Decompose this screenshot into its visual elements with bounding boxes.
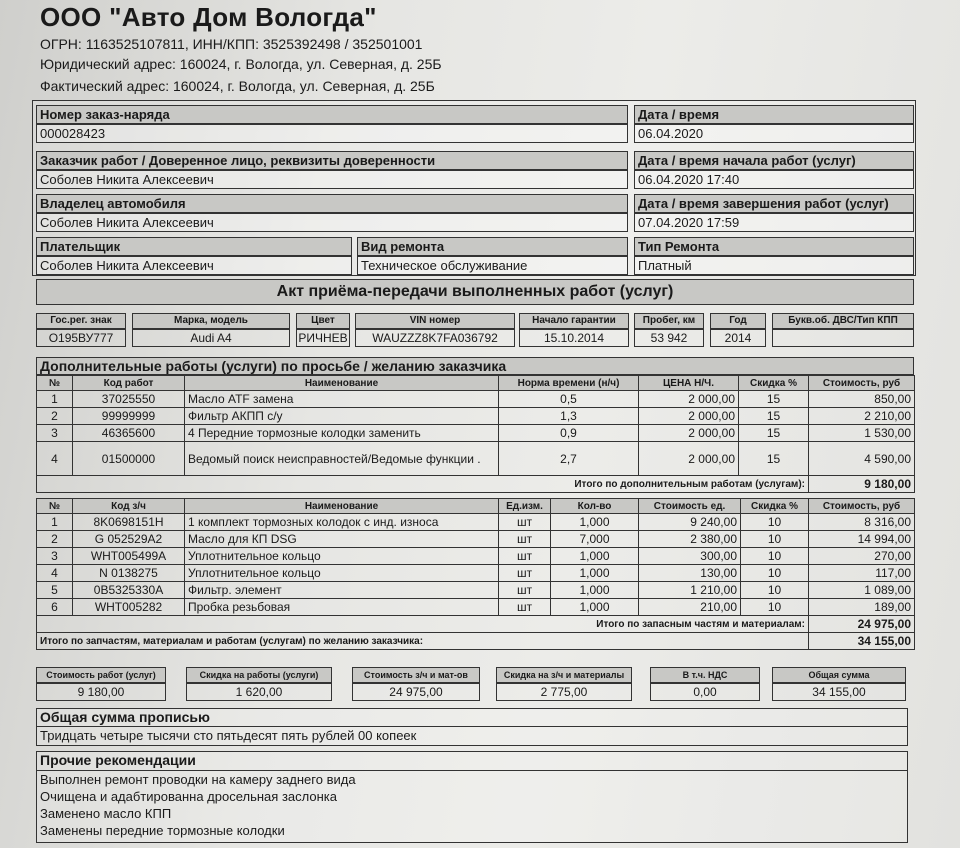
works-cell: 4 590,00 [809, 442, 915, 476]
parts-col-name: Наименование [185, 499, 499, 514]
parts-cell: 10 [741, 599, 809, 616]
summary-vat-label: В т.ч. НДС [650, 667, 760, 683]
works-col-discount: Скидка % [739, 376, 809, 391]
car-engine-value [772, 329, 914, 347]
parts-cell: 117,00 [809, 565, 915, 582]
parts-cell: 189,00 [809, 599, 915, 616]
company-legal-address: Юридический адрес: 160024, г. Вологда, ул. Северная, д. 25Б [40, 56, 442, 72]
parts-cell: 5 [37, 582, 73, 599]
table-row [37, 531, 915, 548]
parts-cell: 10 [741, 514, 809, 531]
parts-cell: 0B5325330A [73, 582, 185, 599]
car-vin-value: WAUZZZ8K7FA036792 [355, 329, 515, 347]
company-ogrn: ОГРН: 1163525107811, ИНН/КПП: 3525392498 / 352501001 [40, 36, 423, 52]
works-cell: 15 [739, 408, 809, 425]
order-number-label: Номер заказ-наряда [36, 105, 628, 124]
table-row [37, 442, 915, 476]
summary-vat-value: 0,00 [650, 683, 760, 701]
parts-cell: WHT005282 [73, 599, 185, 616]
parts-cell: 1 210,00 [639, 582, 741, 599]
payer-value: Соболев Никита Алексеевич [36, 256, 352, 275]
summary-total-label: Общая сумма [772, 667, 906, 683]
works-cell: 46365600 [73, 425, 185, 442]
car-reg-label: Гос.рег. знак [36, 313, 126, 329]
parts-cell: 10 [741, 548, 809, 565]
parts-cell: WHT005499A [73, 548, 185, 565]
works-cell: 1,3 [499, 408, 639, 425]
works-cell: 0,9 [499, 425, 639, 442]
works-col-price: ЦЕНА Н/Ч. [639, 376, 739, 391]
parts-total-label: Итого по запасным частям и материалам: [37, 616, 809, 633]
parts-cell: 1,000 [551, 514, 639, 531]
parts-total-row [37, 616, 915, 633]
parts-cell: 300,00 [639, 548, 741, 565]
summary-parts-discount-label: Скидка на з/ч и материалы [496, 667, 632, 683]
words-label: Общая сумма прописью [40, 709, 210, 725]
works-cell: 4 Передние тормозные колодки заменить [185, 425, 499, 442]
start-date-label: Дата / время начала работ (услуг) [634, 151, 914, 170]
parts-col-code: Код з/ч [73, 499, 185, 514]
parts-cell: 1 комплект тормозных колодок с инд. износа [185, 514, 499, 531]
customer-label: Заказчик работ / Доверенное лицо, реквизиты доверенности [36, 151, 628, 170]
car-engine-label: Букв.об. ДВС/Тип КПП [772, 313, 914, 329]
parts-cell: шт [499, 599, 551, 616]
parts-col-qty: Кол-во [551, 499, 639, 514]
payer-label: Плательщик [36, 237, 352, 256]
works-col-name: Наименование [185, 376, 499, 391]
parts-cell: 1 089,00 [809, 582, 915, 599]
table-row [37, 565, 915, 582]
works-col-num: № [37, 376, 73, 391]
summary-parts-cost-label: Стоимость з/ч и мат-ов [352, 667, 480, 683]
parts-cell: шт [499, 548, 551, 565]
company-actual-address: Фактический адрес: 160024, г. Вологда, ул. Северная, д. 25Б [40, 78, 435, 94]
works-cell: Фильтр АКПП с/у [185, 408, 499, 425]
repair-type-value: Платный [634, 256, 914, 275]
works-cell: Масло ATF замена [185, 391, 499, 408]
works-cell: 2 000,00 [639, 442, 739, 476]
table-row [37, 599, 915, 616]
works-cell: 15 [739, 425, 809, 442]
parts-cell: 4 [37, 565, 73, 582]
parts-cell: 6 [37, 599, 73, 616]
works-cell: 3 [37, 425, 73, 442]
car-warranty-label: Начало гарантии [519, 313, 629, 329]
parts-cell: Фильтр. элемент [185, 582, 499, 599]
parts-cell: 1 [37, 514, 73, 531]
recommendation-line: Заменено масло КПП [40, 806, 172, 821]
recommendation-line: Выполнен ремонт проводки на камеру заднего вида [40, 772, 356, 787]
summary-total-value: 34 155,00 [772, 683, 906, 701]
parts-table [36, 498, 915, 650]
works-cell: 4 [37, 442, 73, 476]
parts-cell: 10 [741, 531, 809, 548]
grand-total-value: 34 155,00 [809, 633, 915, 650]
works-cell: 1 [37, 391, 73, 408]
parts-cell: 14 994,00 [809, 531, 915, 548]
car-vin-label: VIN номер [355, 313, 515, 329]
parts-cell: 8K0698151H [73, 514, 185, 531]
works-header-row [37, 376, 915, 391]
parts-cell: 1,000 [551, 565, 639, 582]
parts-cell: 9 240,00 [639, 514, 741, 531]
table-row [37, 391, 915, 408]
table-row [37, 425, 915, 442]
parts-cell: 2 [37, 531, 73, 548]
works-cell: 2,7 [499, 442, 639, 476]
works-cell: 37025550 [73, 391, 185, 408]
works-table [36, 375, 915, 493]
summary-works-cost-label: Стоимость работ (услуг) [36, 667, 166, 683]
act-title: Акт приёма-передачи выполненных работ (услуг) [36, 279, 914, 305]
works-col-cost: Стоимость, руб [809, 376, 915, 391]
owner-label: Владелец автомобиля [36, 194, 628, 213]
date-value: 06.04.2020 [634, 124, 914, 143]
parts-col-num: № [37, 499, 73, 514]
words-value: Тридцать четыре тысячи сто пятьдесят пять рублей 00 копеек [36, 726, 908, 744]
works-col-code: Код работ [73, 376, 185, 391]
works-cell: 2 000,00 [639, 391, 739, 408]
works-section-title: Дополнительные работы (услуги) по просьбе / желанию заказчика [36, 357, 914, 375]
parts-cell: 130,00 [639, 565, 741, 582]
parts-cell: шт [499, 514, 551, 531]
works-cell: 01500000 [73, 442, 185, 476]
table-row [37, 548, 915, 565]
works-cell: 0,5 [499, 391, 639, 408]
order-number-value: 000028423 [36, 124, 628, 143]
end-date-value: 07.04.2020 17:59 [634, 213, 914, 232]
works-total-value: 9 180,00 [809, 476, 915, 493]
summary-works-cost-value: 9 180,00 [36, 683, 166, 701]
car-warranty-value: 15.10.2014 [519, 329, 629, 347]
car-mileage-value: 53 942 [634, 329, 704, 347]
date-label: Дата / время [634, 105, 914, 124]
parts-cell: Пробка резьбовая [185, 599, 499, 616]
repair-type-label: Тип Ремонта [634, 237, 914, 256]
parts-cell: 1,000 [551, 582, 639, 599]
parts-cell: 1,000 [551, 548, 639, 565]
works-col-norm: Норма времени (н/ч) [499, 376, 639, 391]
parts-cell: Уплотнительное кольцо [185, 548, 499, 565]
parts-cell: G 052529A2 [73, 531, 185, 548]
parts-col-cost: Стоимость, руб [809, 499, 915, 514]
parts-cell: 1,000 [551, 599, 639, 616]
parts-cell: 10 [741, 565, 809, 582]
parts-cell: 270,00 [809, 548, 915, 565]
summary-works-discount-value: 1 620,00 [186, 683, 332, 701]
works-cell: 850,00 [809, 391, 915, 408]
works-total-row [37, 476, 915, 493]
works-cell: 2 000,00 [639, 425, 739, 442]
parts-cell: шт [499, 531, 551, 548]
parts-cell: Масло для КП DSG [185, 531, 499, 548]
parts-cell: 8 316,00 [809, 514, 915, 531]
car-model-label: Марка, модель [132, 313, 290, 329]
repair-kind-value: Техническое обслуживание [357, 256, 628, 275]
parts-cell: Уплотнительное кольцо [185, 565, 499, 582]
parts-total-value: 24 975,00 [809, 616, 915, 633]
owner-value: Соболев Никита Алексеевич [36, 213, 628, 232]
repair-kind-label: Вид ремонта [357, 237, 628, 256]
parts-cell: 2 380,00 [639, 531, 741, 548]
parts-cell: шт [499, 582, 551, 599]
recommendation-line: Заменены передние тормозные колодки [40, 823, 285, 838]
car-model-value: Audi A4 [132, 329, 290, 347]
summary-parts-discount-value: 2 775,00 [496, 683, 632, 701]
works-cell: 15 [739, 442, 809, 476]
works-cell: Ведомый поиск неисправностей/Ведомые функции . [185, 442, 499, 476]
car-year-value: 2014 [710, 329, 766, 347]
parts-cell: 210,00 [639, 599, 741, 616]
table-row [37, 514, 915, 531]
company-name: ООО "Авто Дом Вологда" [40, 2, 377, 32]
parts-cell: 10 [741, 582, 809, 599]
recommendation-line: Очищена и адабтированна дросельная заслонка [40, 789, 337, 804]
parts-cell: 7,000 [551, 531, 639, 548]
parts-cell: N 0138275 [73, 565, 185, 582]
car-year-label: Год [710, 313, 766, 329]
works-cell: 15 [739, 391, 809, 408]
table-row [37, 582, 915, 599]
parts-cell: шт [499, 565, 551, 582]
parts-col-unit: Ед.изм. [499, 499, 551, 514]
parts-col-discount: Скидка % [741, 499, 809, 514]
works-cell: 1 530,00 [809, 425, 915, 442]
works-cell: 2 [37, 408, 73, 425]
car-color-value: РИЧНЕВ [296, 329, 350, 347]
summary-parts-cost-value: 24 975,00 [352, 683, 480, 701]
works-cell: 99999999 [73, 408, 185, 425]
works-cell: 2 210,00 [809, 408, 915, 425]
recommendations-label: Прочие рекомендации [40, 752, 196, 768]
customer-value: Соболев Никита Алексеевич [36, 170, 628, 189]
start-date-value: 06.04.2020 17:40 [634, 170, 914, 189]
parts-col-unit-cost: Стоимость ед. [639, 499, 741, 514]
works-cell: 2 000,00 [639, 408, 739, 425]
end-date-label: Дата / время завершения работ (услуг) [634, 194, 914, 213]
parts-header-row [37, 499, 915, 514]
car-reg-value: О195ВУ777 [36, 329, 126, 347]
works-total-label: Итого по дополнительным работам (услугам): [37, 476, 809, 493]
grand-total-row [37, 633, 915, 650]
car-mileage-label: Пробег, км [634, 313, 704, 329]
summary-works-discount-label: Скидка на работы (услуги) [186, 667, 332, 683]
recommendations-divider [36, 770, 908, 771]
table-row [37, 408, 915, 425]
parts-cell: 3 [37, 548, 73, 565]
grand-total-label: Итого по запчастям, материалам и работам (услугам) по желанию заказчика: [37, 633, 809, 650]
car-color-label: Цвет [296, 313, 350, 329]
